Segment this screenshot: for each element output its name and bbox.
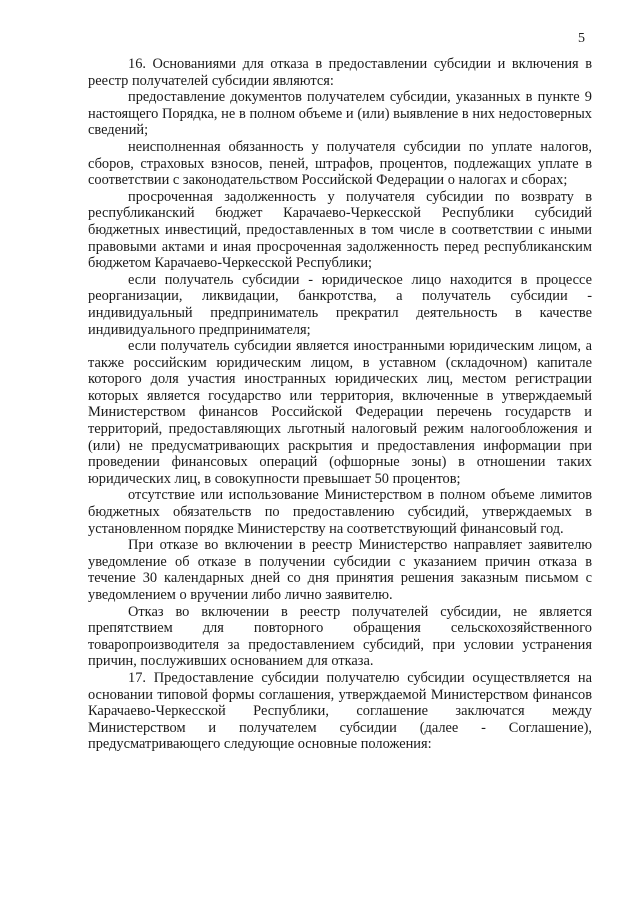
paragraph-refusal-not-obstacle: Отказ во включении в реестр получателей субсидии, не является препятствием для повторного обращения сельскохозяйственного товаропроизводителя за предоставлением субсидий, при условии устранения причин, послуживших основанием для отказа. — [88, 603, 592, 670]
paragraph-ground-budget-limits: отсутствие или использование Министерством в полном объеме лимитов бюджетных обязательств по предоставлению субсидий, утверждаемых в установленном порядке Министерству на соответствующий финансовый год. — [88, 487, 592, 537]
page-number: 5 — [578, 31, 585, 46]
paragraph-ground-foreign-entity: если получатель субсидии является иностранными юридическим лицом, а также российским юридическим лицом, в уставном (складочном) капитале которого доля участия иностранных юридических лиц, местом регистрации которых является государство или территория, включенные в утверждаемый Министерством финансов Российской Федерации перечень государств и территорий, предоставляющих льготный налоговый режим налогообложения и (или) не предусматривающих раскрытия и предоставления информации при проведении финансовых операций (офшорные зоны) в отношении таких юридических лиц, в совокупности превышает 50 процентов; — [88, 338, 592, 487]
paragraph-ground-tax-obligation: неисполненная обязанность у получателя субсидии по уплате налогов, сборов, страховых взносов, пеней, штрафов, процентов, подлежащих уплате в соответствии с законодательством Российской Федерации о налогах и сборах; — [88, 138, 592, 189]
paragraph-refusal-notice: При отказе во включении в реестр Министерство направляет заявителю уведомление об отказе в получении субсидии с указанием причин отказа в течение 30 календарных дней со дня принятия решения заказным письмом с уведомлением о вручении либо лично заявителю. — [88, 537, 592, 603]
paragraph-17-agreement: 17. Предоставление субсидии получателю субсидии осуществляется на основании типовой формы соглашения, утверждаемой Министерством финансов Карачаево-Черкесской Республики, соглашение заключатся между Министерством и получателем субсидии (далее - Соглашение), предусматривающего следующие основные положения: — [88, 669, 592, 753]
document-body — [88, 56, 592, 753]
paragraph-ground-overdue-debt: просроченная задолженность у получателя субсидии по возврату в республиканский бюджет Карачаево-Черкесской Республики субсидий бюджетных инвестиций, предоставленных в том числе в соответствии с иными правовыми актами и иная просроченная задолженность перед республиканским бюджетом Карачаево-Черкесской Республики; — [88, 188, 592, 272]
paragraph-ground-reorganization: если получатель субсидии - юридическое лицо находится в процессе реорганизации, ликвидации, банкротства, а получатель субсидии - индивидуальный предприниматель прекратил деятельность в качестве индивидуального предпринимателя; — [88, 271, 592, 338]
paragraph-16-header: 16. Основаниями для отказа в предоставлении субсидии и включения в реестр получателей субсидии являются: — [88, 56, 592, 89]
paragraph-ground-documents: предоставление документов получателем субсидии, указанных в пункте 9 настоящего Порядка, не в полном объеме и (или) выявление в них недостоверных сведений; — [88, 89, 592, 139]
